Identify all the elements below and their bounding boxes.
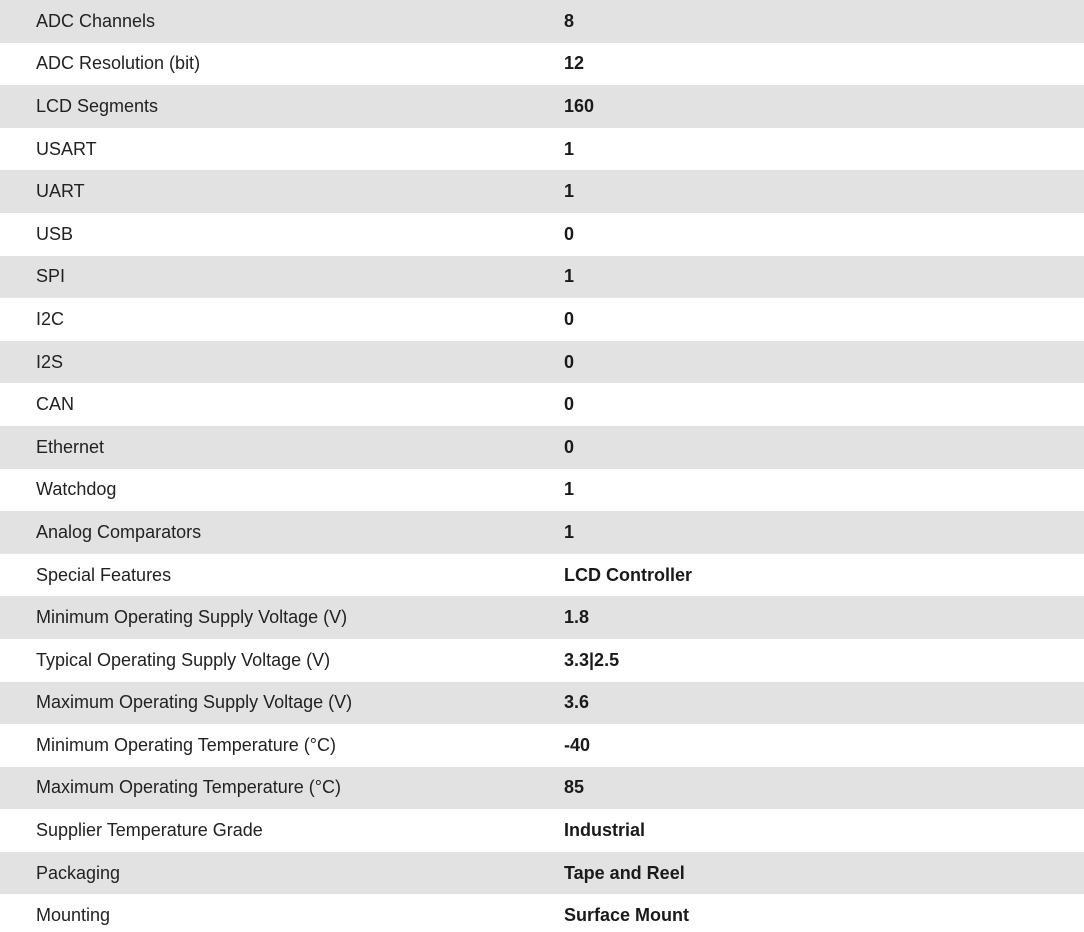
spec-value: 1 [564,266,575,287]
spec-name: Minimum Operating Supply Voltage (V) [36,607,348,628]
spec-value: 1 [564,521,575,542]
spec-name: I2C [36,308,65,329]
table-row [0,724,1084,767]
table-row [0,213,1084,256]
spec-name: Maximum Operating Supply Voltage (V) [36,692,353,713]
spec-name: Typical Operating Supply Voltage (V) [36,649,331,670]
spec-value: 0 [564,436,575,457]
table-row [0,554,1084,597]
spec-value: 1.8 [564,607,590,628]
spec-value: Industrial [564,820,646,841]
table-row [0,682,1084,725]
spec-value: 1 [564,479,575,500]
spec-value: 8 [564,10,575,31]
spec-name: CAN [36,394,75,415]
table-row [0,0,1084,43]
table-row [0,511,1084,554]
spec-value: 160 [564,95,595,116]
spec-name: USB [36,223,74,244]
spec-name: Packaging [36,862,121,883]
spec-name: Watchdog [36,479,117,500]
spec-value: 85 [564,777,585,798]
spec-value: -40 [564,734,591,755]
table-row [0,256,1084,299]
spec-name: Supplier Temperature Grade [36,820,263,841]
spec-name: Ethernet [36,436,105,457]
table-row [0,43,1084,86]
spec-name: ADC Channels [36,10,156,31]
spec-value: 0 [564,351,575,372]
table-row [0,852,1084,895]
spec-name: Minimum Operating Temperature (°C) [36,734,336,755]
spec-value: 12 [564,53,585,74]
table-row [0,894,1084,932]
spec-name: UART [36,181,85,202]
table-row [0,596,1084,639]
spec-name: Special Features [36,564,172,585]
spec-name: Analog Comparators [36,521,202,542]
spec-value: 0 [564,223,575,244]
table-row [0,639,1084,682]
spec-name: USART [36,138,97,159]
spec-name: ADC Resolution (bit) [36,53,201,74]
spec-value: 0 [564,394,575,415]
spec-value: 0 [564,308,575,329]
spec-name: I2S [36,351,64,372]
spec-value: LCD Controller [564,564,692,585]
table-row [0,170,1084,213]
table-row [0,426,1084,469]
spec-name: SPI [36,266,66,287]
spec-value: 3.3|2.5 [564,649,620,670]
spec-value: Tape and Reel [564,862,685,883]
table-row [0,85,1084,128]
table-row [0,298,1084,341]
table-row [0,383,1084,426]
spec-value: 1 [564,138,575,159]
table-row [0,128,1084,171]
spec-value: 3.6 [564,692,590,713]
table-row [0,341,1084,384]
table-row [0,809,1084,852]
table-row [0,469,1084,512]
table-row [0,767,1084,810]
spec-name: LCD Segments [36,95,159,116]
spec-name: Mounting [36,905,111,926]
spec-name: Maximum Operating Temperature (°C) [36,777,341,798]
spec-value: Surface Mount [564,905,690,926]
spec-value: 1 [564,181,575,202]
